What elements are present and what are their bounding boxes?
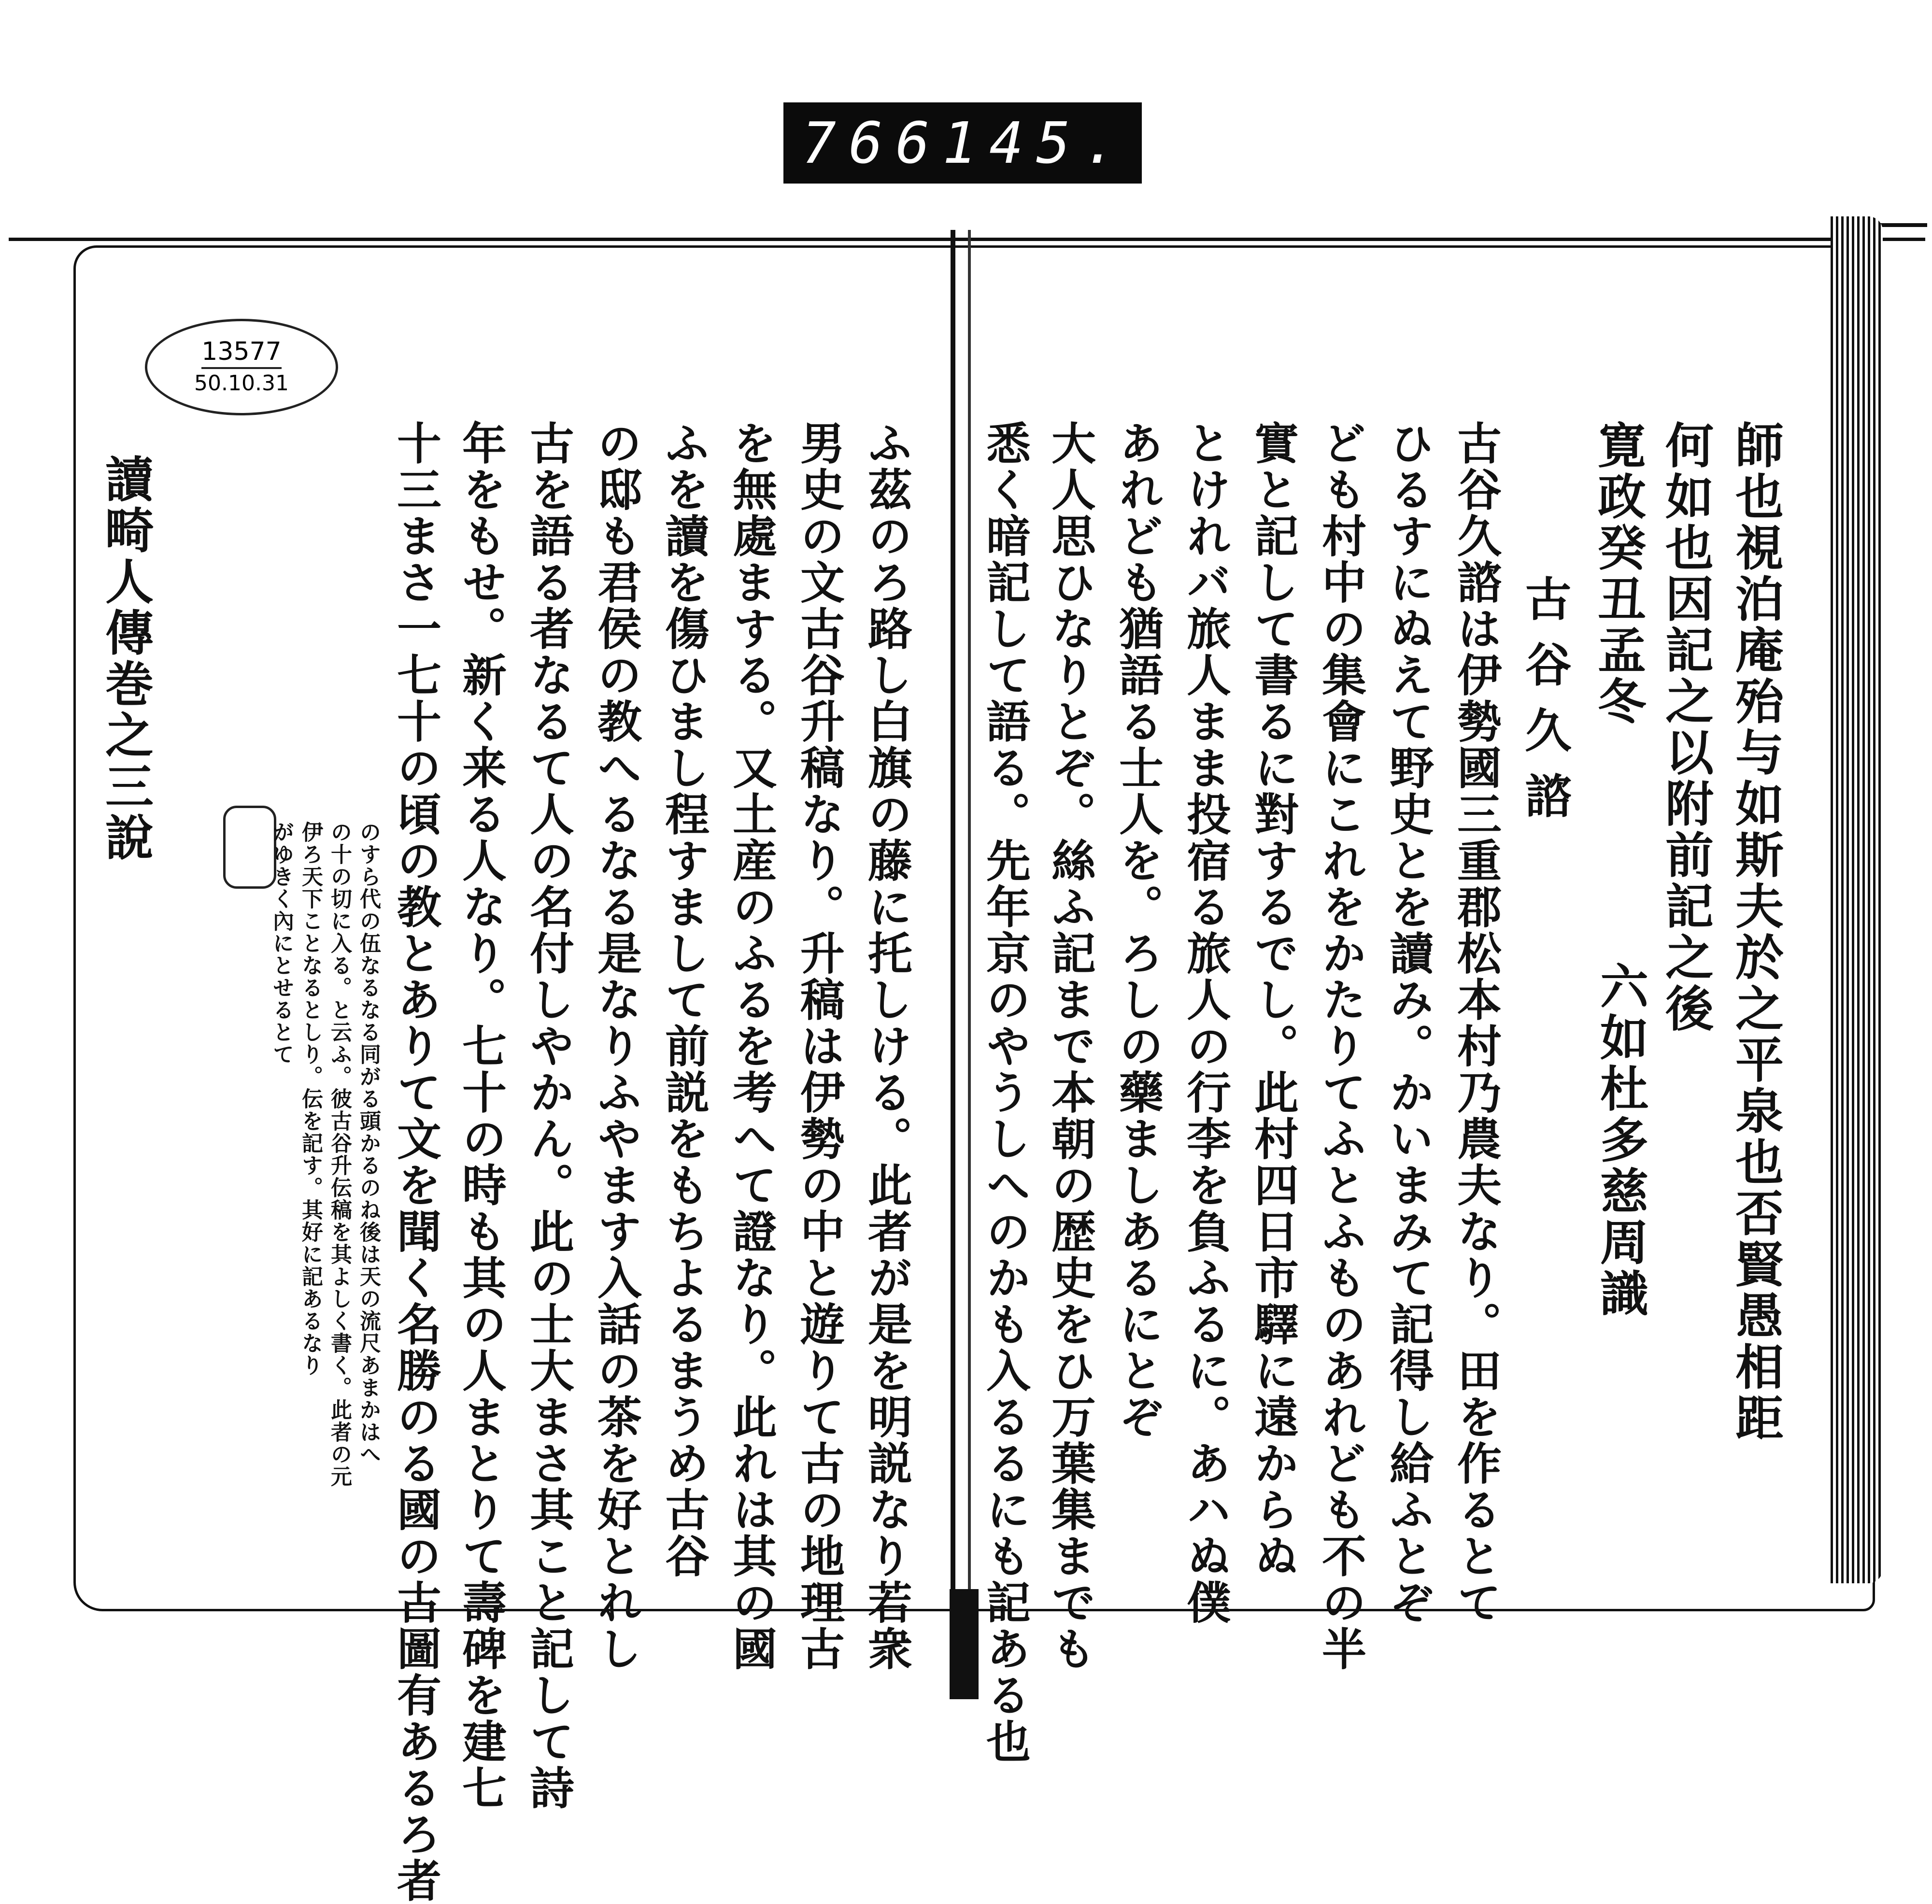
page-edges (1831, 216, 1883, 1583)
preface-line-1: 師也視泊庵殆与如斯夫於之平泉也否賢愚相距 (1727, 420, 1784, 1444)
left-body-line-8: 十三まさ一七十の頃の教とありて文を聞く名勝のる國の古圖有あるろ者 (390, 420, 442, 1904)
catalog-tag-left: 766 (802, 110, 943, 176)
left-body-line-2: 男史の文古谷升稿なり。升稿は伊勢の中と遊りて古の地理古 (793, 420, 845, 1672)
left-body-line-7: 年をもせ。新く来る人なり。七十の時も其の人まとりて壽碑を建七 (455, 420, 507, 1811)
catalog-tag-right: 145. (942, 110, 1130, 176)
left-body-line-5: の邸も君侯の教へるなる是なりふやます入話の茶を好とれし (590, 420, 642, 1672)
left-note-line-3: 伊ろ天下ことなるとしり。伝を記す。其好に記あるなり (298, 821, 323, 1377)
right-body-line-8: 悉く暗記して語る。先年京のやうしへのかも入るるにも記ある也 (979, 420, 1031, 1765)
right-body-line-5: とけれバ旅人まま投宿る旅人の行李を負ふるに。あハぬ僕 (1179, 420, 1232, 1626)
preface-line-3: 寛政癸丑孟冬 (1590, 420, 1647, 727)
right-body-line-7: 大人思ひなりとぞ。絲ふ記まで本朝の歴史をひ万葉集までも (1044, 420, 1096, 1672)
left-body-line-1: ふ茲のろ路し白旗の藤に托しける。此者が是を明説なり若衆 (861, 420, 913, 1672)
right-body-line-2: ひるすにぬえて野史とを讀み。かいまみて記得し給ふとぞ (1382, 420, 1435, 1626)
left-body-line-4: ふを讀を傷ひまし程すまして前説をもちよるまうめ古谷 (658, 420, 710, 1579)
spine-base (950, 1589, 979, 1699)
library-stamp (145, 319, 338, 415)
book-gutter (968, 230, 971, 1612)
left-note-line-1: のすら代の伍なるなる同がる頭かるのね後は天の流尺あまかはへ (356, 821, 381, 1465)
volume-title: 讀畸人傳巻之三說 (97, 454, 154, 864)
right-body-line-3: ども村中の集會にこれをかたりてふとふものあれども不の半 (1315, 420, 1367, 1672)
ownership-seal (223, 806, 276, 889)
section-title: 古谷久諮 (1518, 575, 1572, 838)
right-body-line-4: 實と記して書るに對するでし。此村四日市驛に遠からぬ (1247, 420, 1299, 1579)
preface-signature: 六如杜多慈周識 (1592, 961, 1649, 1320)
left-body-line-3: を無處まする。又土産のふるを考へて證なり。此れは其の國 (725, 420, 778, 1672)
right-body-line-6: あれども猶語る士人を。ろしの藥ましあるにとぞ (1112, 420, 1164, 1440)
preface-line-2: 何如也因記之以附前記之後 (1657, 420, 1714, 1035)
left-body-line-6: 古を語る者なるて人の名付しやかん。此の士大まさ其こと記して詩 (523, 420, 575, 1811)
right-body-line-1: 古谷久諮は伊勢國三重郡松本村乃農夫なり。田を作るとて (1450, 420, 1502, 1626)
left-note-line-4: がゆきく內にとせるとて (269, 821, 294, 1066)
top-rule (9, 238, 1925, 241)
catalog-tag (783, 102, 1142, 184)
left-note-line-2: の十の切に入る。と云ふ。彼古谷升伝稿を其よしく書く。此者の元 (327, 821, 352, 1488)
book-spine (951, 230, 955, 1612)
stamp-number: 13577 (201, 336, 281, 369)
stamp-date: 50.10.31 (194, 371, 289, 396)
